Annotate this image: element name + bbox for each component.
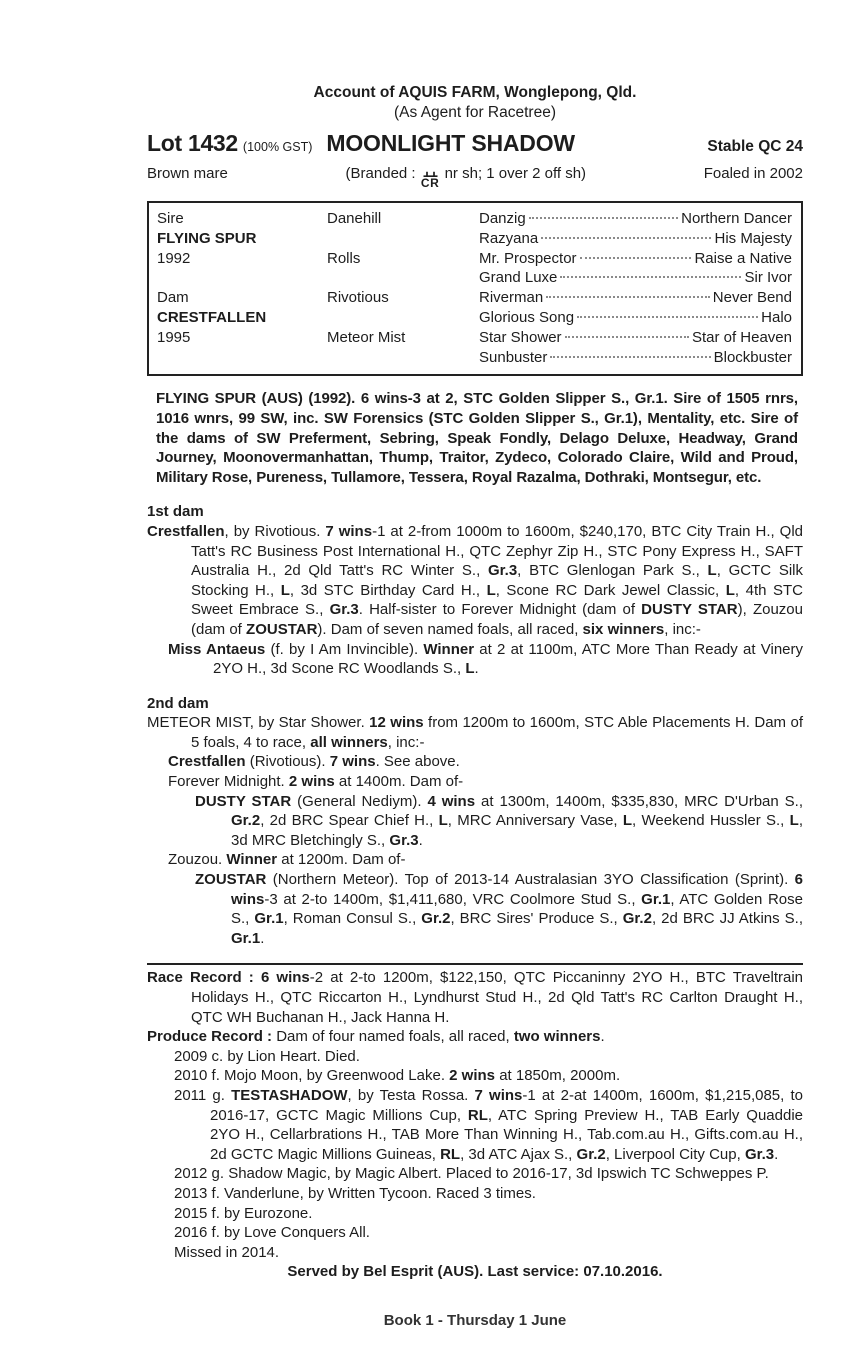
race-record: Race Record : 6 wins-2 at 2-to 1200m, $122,150, QTC Piccaninny 2YO H., BTC Traveltrain Holidays H., QTC Riccarton H., Lyndhurst Stud H., 2d Qld Tatt's RC Carlton Draught H., QTC WH Buchanan H., Jack Hanna H.: [147, 969, 803, 1026]
pedigree-row: [157, 348, 792, 368]
dot-leader: [580, 257, 692, 259]
pedigree-generation2-cell: Meteor Mist: [327, 328, 406, 346]
dot-leader: [560, 276, 741, 278]
pedigree-row: [157, 328, 792, 348]
produce-record: Produce Record : Dam of four named foals, all raced, two winners.: [147, 1028, 605, 1046]
produce-entry: Missed in 2014.: [174, 1243, 280, 1261]
lot-number: Lot 1432: [147, 130, 238, 156]
first-dam-entry: Crestfallen, by Rivotious. 7 wins-1 at 2-from 1000m to 1600m, $240,170, BTC City Train H., Qld Tatt's RC Business Post International H., QTC Zephyr Zip H., STC Pony Express H., SAFT Australia H., 2d Qld Tatt's RC Winter S., Gr.3, BTC Glenlogan Park S., L, GCTC Silk Stocking H., L, 3d STC Birthday Card H., L, Scone RC Dark Jewel Classic, L, 4th STC Sweet Embrace S., Gr.3. Half-sister to Forever Midnight (dam of DUSTY STAR), Zouzou (dam of ZOUSTAR). Dam of seven named foals, all raced, six winners, inc:-: [147, 522, 804, 638]
foaled-year: Foaled in 2002: [703, 165, 803, 182]
pedigree-row: [157, 288, 792, 308]
ancestor-name: Sir Ivor: [744, 269, 792, 287]
ancestor-name: Raise a Native: [694, 249, 792, 267]
pedigree-generation3-cell: [479, 288, 792, 308]
lot-title-row: [147, 130, 803, 157]
first-dam-heading: 1st dam: [147, 503, 204, 521]
brand-suffix: nr sh; 1 over 2 off sh): [444, 165, 587, 182]
sire-summary-paragraph: FLYING SPUR (AUS) (1992). 6 wins-3 at 2, STC Golden Slipper S., Gr.1. Sire of 1505 rnrs, 1016 wnrs, 99 SW, inc. SW Forensics (STC Golden Slipper S., Gr.1), Mentality, etc. Sire of the dams of SW Preferment, Sebring, Speak Fondly, Delago Deluxe, Headway, Grand Journey, Moonovermanhattan, Thump, Traitor, Zydeco, Colorado Claire, Wild and Proud, Military Rose, Pureness, Tullamore, Tessera, Royal Razalma, Dothraki, Montsegur, etc.: [156, 390, 798, 486]
pedigree-table: [147, 201, 803, 376]
dot-leader: [577, 316, 758, 318]
pedigree-row: [157, 229, 792, 249]
ancestor-name: Mr. Prospector: [479, 249, 577, 267]
progeny-entry: Zouzou. Winner at 1200m. Dam of-: [168, 851, 406, 869]
records-section: [147, 968, 803, 1262]
produce-entry: 2016 f. by Love Conquers All.: [174, 1224, 370, 1242]
first-dam-section: [147, 522, 803, 679]
dot-leader: [550, 356, 710, 358]
pedigree-generation3-cell: [479, 268, 792, 288]
progeny-entry: DUSTY STAR (General Nediym). 4 wins at 1300m, 1400m, $335,830, MRC D'Urban S., Gr.2, 2d BRC Spear Chief H., L, MRC Anniversary Vase, L, Weekend Hussler S., L, 3d MRC Bletchingly S., Gr.3.: [195, 792, 804, 849]
ancestor-name: Blockbuster: [713, 348, 792, 366]
ancestor-name: His Majesty: [714, 229, 792, 247]
progeny-entry: ZOUSTAR (Northern Meteor). Top of 2013-14 Australasian 3YO Classification (Sprint). 6 wins-3 at 2-to 1400m, $1,411,680, VRC Coolmore Stud S., Gr.1, ATC Golden Rose S., Gr.1, Roman Consul S., Gr.2, BRC Sires' Produce S., Gr.2, 2d BRC JJ Atkins S., Gr.1.: [195, 871, 804, 947]
ancestor-name: Sunbuster: [479, 348, 548, 366]
served-by-line: Served by Bel Esprit (AUS). Last service: 07.10.2016.: [287, 1263, 663, 1281]
dot-leader: [565, 336, 689, 338]
ancestor-name: Never Bend: [712, 289, 792, 307]
brand-letters: CR: [420, 176, 440, 190]
pedigree-generation1-cell: CRESTFALLEN: [157, 308, 267, 326]
pedigree-generation1-cell: 1992: [157, 249, 191, 267]
account-line: Account of AQUIS FARM, Wonglepong, Qld.: [313, 84, 637, 101]
pedigree-generation1-cell: Dam: [157, 289, 189, 307]
produce-entry: 2015 f. by Eurozone.: [174, 1204, 313, 1222]
horse-name: MOONLIGHT SHADOW: [326, 130, 575, 156]
dot-leader: [529, 217, 678, 219]
brand-description: [346, 165, 587, 189]
ancestor-name: Danzig: [479, 210, 526, 227]
produce-entry: 2010 f. Mojo Moon, by Greenwood Lake. 2 wins at 1850m, 2000m.: [174, 1067, 621, 1085]
catalogue-lot-page: [147, 84, 803, 1297]
pedigree-generation1-cell: FLYING SPUR: [157, 229, 257, 247]
pedigree-row: [157, 308, 792, 328]
session-footer: Book 1 - Thursday 1 June: [383, 1312, 567, 1329]
ancestor-name: Star of Heaven: [691, 328, 792, 346]
ancestor-name: Northern Dancer: [681, 210, 792, 227]
pedigree-generation3-cell: [479, 328, 792, 348]
ancestor-name: Halo: [761, 308, 792, 326]
second-dam-heading: 2nd dam: [147, 694, 209, 712]
second-dam-entry: METEOR MIST, by Star Shower. 12 wins from 1200m to 1600m, STC Able Placements H. Dam of 5 foals, 4 to race, all winners, inc:-: [147, 714, 803, 751]
ancestor-name: Grand Luxe: [479, 269, 558, 287]
dot-leader: [546, 296, 710, 298]
pedigree-generation3-cell: [479, 209, 792, 229]
pedigree-generation1-cell: Sire: [157, 210, 184, 227]
stable-number: Stable QC 24: [707, 138, 803, 155]
progeny-entry: Crestfallen (Rivotious). 7 wins. See above.: [168, 753, 460, 771]
ancestor-name: Razyana: [479, 229, 539, 247]
pedigree-row: [157, 209, 792, 229]
dot-leader: [541, 237, 711, 239]
produce-entry: 2013 f. Vanderlune, by Written Tycoon. Raced 3 times.: [174, 1184, 536, 1202]
colour-sex: Brown mare: [147, 165, 228, 182]
gst-note: (100% GST): [242, 140, 313, 154]
brand-prefix: (Branded :: [345, 165, 416, 182]
record-divider: [147, 963, 803, 965]
pedigree-row: [157, 268, 792, 288]
pedigree-generation3-cell: [479, 348, 792, 368]
progeny-entry: Miss Antaeus (f. by I Am Invincible). Winner at 2 at 1100m, ATC More Than Ready at Vinery 2YO H., 3d Scone RC Woodlands S., L.: [168, 640, 803, 678]
pedigree-generation2-cell: Rolls: [327, 249, 361, 267]
description-row: [147, 165, 803, 189]
ancestor-name: Riverman: [479, 289, 544, 307]
pedigree-generation3-cell: [479, 308, 792, 328]
ancestor-name: Glorious Song: [479, 308, 575, 326]
brand-mark: [421, 171, 440, 189]
agent-line: (As Agent for Racetree): [394, 104, 556, 121]
second-dam-section: [147, 713, 803, 948]
ancestor-name: Star Shower: [479, 328, 562, 346]
produce-entry: 2009 c. by Lion Heart. Died.: [174, 1047, 360, 1065]
pedigree-generation2-cell: Danehill: [327, 210, 382, 227]
produce-entry: 2011 g. TESTASHADOW, by Testa Rossa. 7 wins-1 at 2-at 1400m, 1600m, $1,215,085, to 2016-17, GCTC Magic Millions Cup, RL, ATC Spring Preview H., TAB Early Quaddie 2YO H., Cellarbrations H., TAB More Than Winning H., Tab.com.au H., Gifts.com.au H., 2d GCTC Magic Millions Guineas, RL, 3d ATC Ajax S., Gr.2, Liverpool City Cup, Gr.3.: [174, 1086, 803, 1163]
pedigree-generation2-cell: Rivotious: [327, 289, 389, 307]
pedigree-generation3-cell: [479, 229, 792, 249]
produce-entry: 2012 g. Shadow Magic, by Magic Albert. Placed to 2016-17, 3d Ipswich TC Schweppes P.: [174, 1165, 769, 1183]
pedigree-row: [157, 249, 792, 269]
pedigree-generation1-cell: 1995: [157, 328, 191, 346]
pedigree-generation3-cell: [479, 249, 792, 269]
progeny-entry: Forever Midnight. 2 wins at 1400m. Dam of-: [168, 773, 464, 791]
